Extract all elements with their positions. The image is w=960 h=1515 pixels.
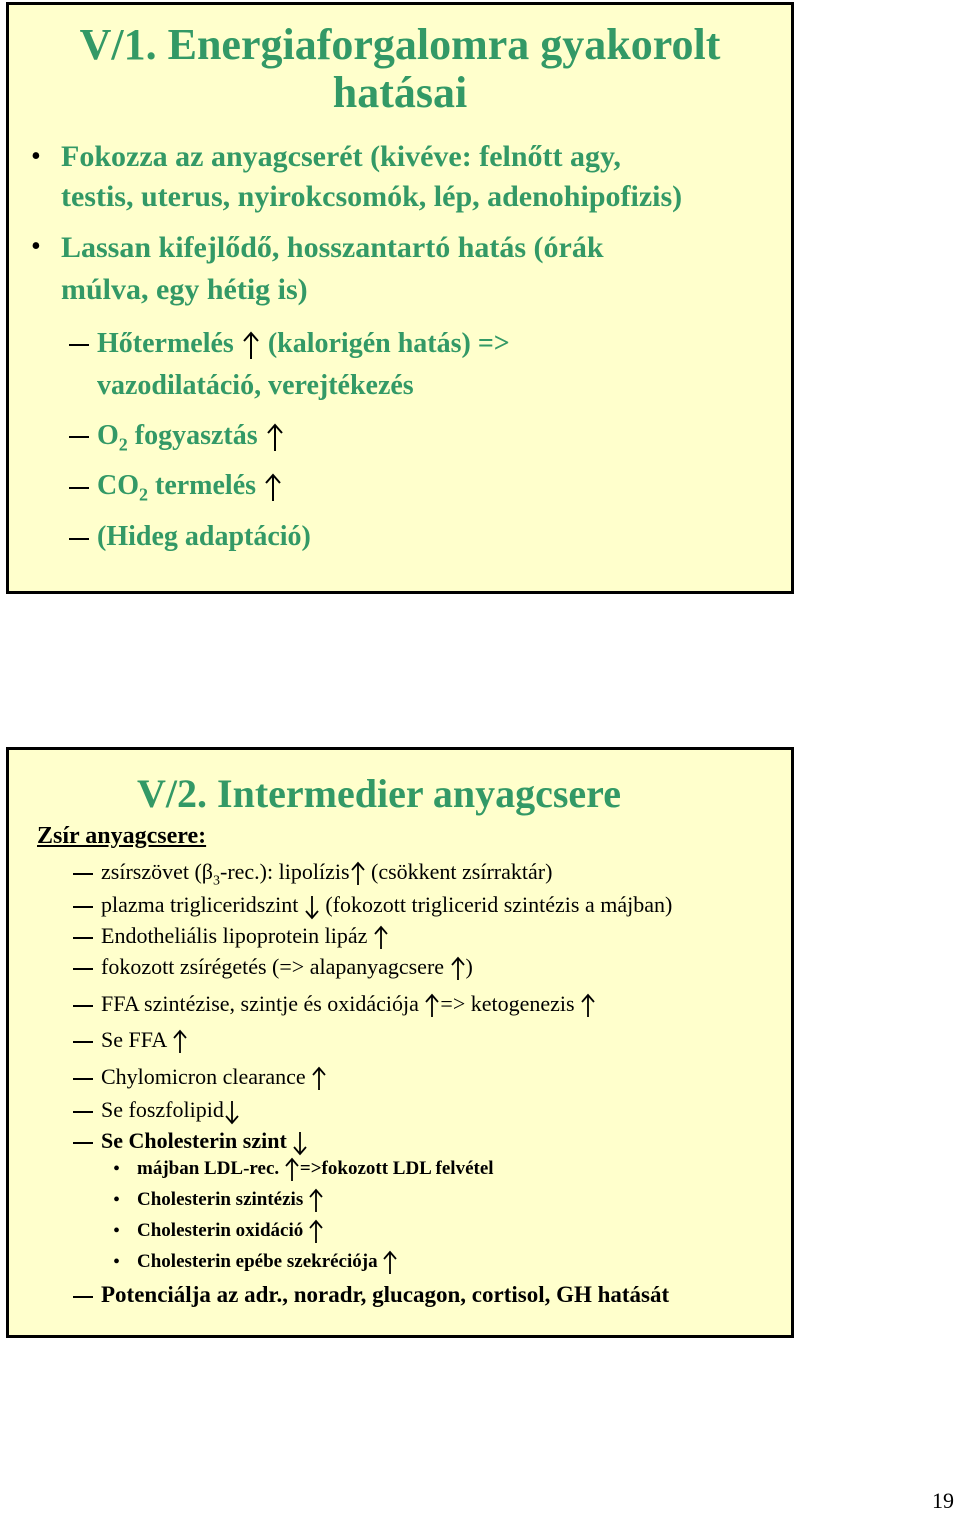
up-arrow-icon	[172, 1029, 188, 1055]
down-arrow-icon	[304, 894, 320, 920]
title-line-1: V/1. Energiaforgalomra gyakorolt	[79, 20, 721, 69]
dash	[73, 873, 93, 875]
subscript: 2	[139, 484, 148, 505]
sub-item-2-pre: O	[97, 420, 119, 451]
slide-1	[6, 2, 794, 594]
dash	[73, 1041, 93, 1043]
bullet-2	[61, 227, 604, 311]
dash	[73, 968, 93, 970]
item-text: Se foszfolipid	[101, 1097, 224, 1122]
sub-item-1-text-a: Hőtermelés	[97, 328, 234, 359]
item-text: Se Cholesterin szint	[101, 1128, 287, 1153]
dash	[69, 436, 89, 438]
list-item	[101, 987, 596, 1021]
sub-item-4	[97, 516, 311, 558]
up-arrow-icon	[308, 1219, 324, 1245]
dash	[73, 1111, 93, 1113]
list-item	[101, 919, 389, 953]
subitem-text: Cholesterin szintézis	[137, 1189, 304, 1210]
subitem-text: Cholesterin epébe szekréciója	[137, 1251, 378, 1272]
sub-list-item	[137, 1216, 324, 1246]
sub-item-1-line-2: vazodilatáció, verejtékezés	[97, 370, 414, 401]
up-arrow-icon	[241, 331, 261, 361]
item-text: plazma trigliceridszint	[101, 892, 299, 917]
list-item	[101, 1124, 308, 1158]
sub-item-2-post: fogyasztás	[134, 420, 258, 451]
bullet-dot: •	[113, 1220, 121, 1242]
sub-item-4-text: (Hideg adaptáció)	[97, 521, 311, 552]
sub-item-2	[97, 415, 285, 466]
up-arrow-icon	[424, 993, 440, 1019]
up-arrow-icon	[382, 1250, 398, 1276]
list-item-last: Potenciálja az adr., noradr, glucagon, cortisol, GH hatását	[101, 1282, 670, 1307]
item-text: Chylomicron clearance	[101, 1064, 306, 1089]
down-arrow-icon	[224, 1099, 240, 1125]
item-text: )	[465, 954, 473, 979]
bullet-2-line-2: múlva, egy hétig is)	[61, 273, 308, 306]
bullet-dot: •	[113, 1158, 121, 1180]
subitem-text: májban LDL-rec.	[137, 1158, 280, 1179]
title-line-2: hatásai	[332, 68, 468, 117]
dash	[73, 937, 93, 939]
subitem-text: =>fokozott LDL felvétel	[299, 1158, 494, 1179]
dash	[69, 344, 89, 346]
up-arrow-icon	[311, 1066, 327, 1092]
list-item	[101, 1060, 327, 1094]
list-item	[101, 1093, 240, 1127]
up-arrow-icon	[284, 1157, 300, 1183]
subscript: 2	[118, 434, 128, 455]
item-text: -rec.): lipolízis	[220, 859, 350, 884]
item-text: (fokozott triglicerid szintézis a májban)	[325, 892, 673, 917]
item-text: => ketogenezis	[440, 991, 575, 1016]
slide-2	[6, 747, 794, 1338]
bullet-2-line-1: Lassan kifejlődő, hosszantartó hatás (órák	[61, 231, 604, 264]
sub-list-item	[137, 1247, 398, 1277]
sub-list-item	[137, 1154, 494, 1184]
bullet-dot: •	[31, 231, 41, 262]
sub-item-3-post: termelés	[155, 470, 257, 501]
bullet-dot: •	[31, 141, 41, 172]
up-arrow-icon	[450, 956, 466, 982]
item-text: Se FFA	[101, 1027, 167, 1052]
bullet-1	[61, 137, 682, 217]
sub-list-item	[137, 1185, 324, 1215]
subscript: 3	[213, 873, 220, 889]
dash	[69, 487, 89, 489]
dash	[73, 906, 93, 908]
dash	[69, 538, 89, 540]
item-text: FFA szintézise, szintje és oxidációja	[101, 991, 419, 1016]
up-arrow-icon	[350, 861, 366, 887]
bullet-1-line-1: Fokozza az anyagcserét (kivéve: felnőtt agy,	[61, 140, 621, 173]
sub-item-1-text-b: (kalorigén hatás) =>	[267, 328, 510, 359]
up-arrow-icon	[580, 993, 596, 1019]
subitem-text: Cholesterin oxidáció	[137, 1220, 304, 1241]
up-arrow-icon	[308, 1188, 324, 1214]
up-arrow-icon	[265, 423, 285, 453]
slide-1-title	[9, 21, 791, 117]
dash	[73, 1078, 93, 1080]
item-text: (csökkent zsírraktár)	[371, 859, 553, 884]
list-item	[101, 888, 672, 922]
sub-item-3-pre: CO	[97, 470, 139, 501]
section-heading: Zsír anyagcsere:	[37, 823, 207, 849]
bullet-dot: •	[113, 1189, 121, 1211]
item-text: fokozott zsírégetés (=> alapanyagcsere	[101, 954, 445, 979]
slide-2-title: V/2. Intermedier anyagcsere	[137, 771, 621, 816]
up-arrow-icon	[263, 473, 283, 503]
list-item	[101, 1023, 188, 1057]
list-item	[101, 950, 473, 984]
down-arrow-icon	[292, 1130, 308, 1156]
page-number: 19	[932, 1488, 954, 1513]
up-arrow-icon	[373, 925, 389, 951]
dash	[73, 1005, 93, 1007]
item-text: zsírszövet (β	[101, 859, 213, 884]
item-text: Endotheliális lipoprotein lipáz	[101, 923, 368, 948]
dash	[73, 1142, 93, 1144]
bullet-dot: •	[113, 1251, 121, 1273]
sub-item-1	[97, 323, 510, 407]
sub-item-3	[97, 465, 283, 516]
bullet-1-line-2: testis, uterus, nyirokcsomók, lép, adenohipofizis)	[61, 180, 683, 213]
dash	[73, 1296, 93, 1298]
